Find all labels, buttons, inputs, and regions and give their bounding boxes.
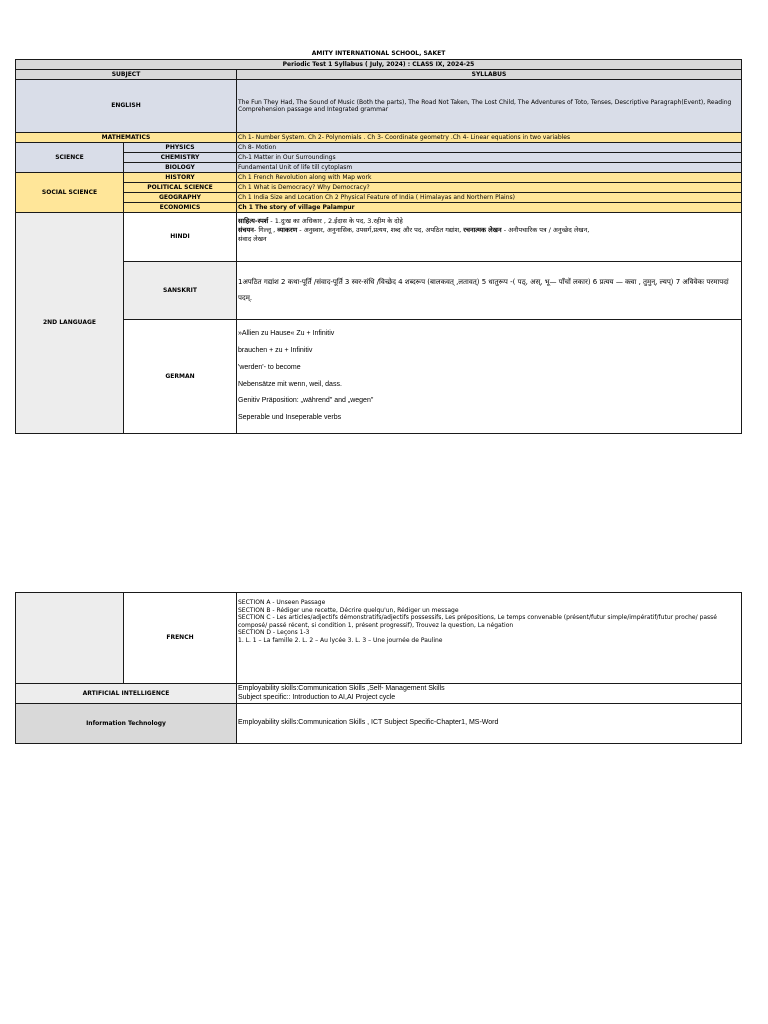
english-label: ENGLISH [16, 80, 237, 133]
hindi-samvad-text: संवाद लेखन [238, 234, 267, 243]
syllabus-table-top [15, 59, 742, 434]
hindi-vyakaran-text: - अनुस्वार, अनुनासिक, उपसर्ग,प्रत्यय, शब्द और पद, अपठित गद्यांश, [297, 225, 464, 234]
hindi-label: HINDI [124, 213, 237, 262]
hindi-rachnatmak-label: रचनात्मक लेखन [463, 225, 502, 234]
french-syllabus [237, 593, 742, 684]
mathematics-syllabus: Ch 1- Number System. Ch 2- Polynomials . Ch 3- Coordinate geometry .Ch 4- Linear equations in two variables [237, 133, 742, 143]
hindi-rachnatmak-text: - अनौपचारिक पत्र / अनुच्छेद लेखन, [501, 225, 590, 234]
information-technology-label: Information Technology [16, 704, 237, 744]
social-science-label: SOCIAL SCIENCE [16, 173, 124, 213]
physics-syllabus: Ch 8- Motion [237, 143, 742, 153]
german-line: Seperable und Inseperable verbs [238, 414, 342, 421]
second-language-continued [16, 593, 124, 684]
history-label: HISTORY [124, 173, 237, 183]
german-line: Nebensätze mit wenn, weil, dass. [238, 380, 342, 388]
syllabus-column-header: SYLLABUS [237, 70, 742, 80]
political-science-label: POLITICAL SCIENCE [124, 183, 237, 193]
chemistry-label: CHEMISTRY [124, 153, 237, 163]
ai-employability-text: Employability skills:Communication Skills ,Self- Management Skills [238, 684, 445, 692]
french-line: SECTION A - Unseen Passage [238, 599, 326, 606]
german-line: Genitiv Präposition: „während" and „wegen" [238, 397, 374, 405]
economics-label: ECONOMICS [124, 203, 237, 213]
hindi-sahitya-label: साहित्य-स्पर्श [238, 217, 269, 225]
physics-label: PHYSICS [124, 143, 237, 153]
information-technology-syllabus: Employability skills:Communication Skills , ICT Subject Specific-Chapter1, MS-Word [237, 704, 742, 744]
sanskrit-label: SANSKRIT [124, 262, 237, 320]
french-label: FRENCH [124, 593, 237, 684]
geography-syllabus: Ch 1 India Size and Location Ch 2 Physical Feature of India ( Himalayas and Northern Plains) [237, 193, 742, 203]
french-line: SECTION C - Les articles/adjectifs démonstratifs/adjectifs possessifs, Les prépositions, Le temps convenable (présent/futur simple/impératif/futur proche/ passé composé/ passé récent, si condition 1, présent progressif), Trouvez la question, La négation [238, 614, 717, 629]
german-label: GERMAN [124, 320, 237, 434]
french-line: SECTION D - Leçons 1-3 [238, 629, 310, 636]
german-line: 'werden'- to become [238, 363, 301, 371]
hindi-vyakaran-label: व्याकरण [277, 225, 298, 234]
french-line: 1. L. 1 – La famille 2. L. 2 – Au lycée 3. L. 3 – Une journée de Pauline [238, 636, 443, 644]
german-line: brauchen + zu + Infinitiv [238, 347, 313, 354]
german-line: »Allien zu Hause« Zu + Infinitiv [238, 330, 335, 338]
science-label: SCIENCE [16, 143, 124, 173]
hindi-sanchayan-label: संचयन [238, 225, 254, 234]
political-science-syllabus: Ch 1 What is Democracy? Why Democracy? [237, 183, 742, 193]
syllabus-table-bottom [15, 592, 742, 744]
chemistry-syllabus: Ch-1 Matter in Our Surroundings [237, 153, 742, 163]
biology-syllabus: Fundamental Unit of life till cytoplasm [237, 163, 742, 173]
english-syllabus: The Fun They Had, The Sound of Music (Both the parts), The Road Not Taken, The Lost Child, The Adventures of Toto, Tenses, Descriptive Paragraph(Event), Reading Comprehension passage and Integrated grammar [237, 80, 742, 133]
subject-column-header: SUBJECT [16, 70, 237, 80]
artificial-intelligence-label: ARTIFICIAL INTELLIGENCE [16, 684, 237, 704]
biology-label: BIOLOGY [124, 163, 237, 173]
hindi-sahitya-text: - 1.दुःख का अधिकार , 2.ईदास के पद, 3.रहीम के दोहे [268, 217, 403, 225]
german-syllabus [237, 320, 742, 434]
history-syllabus: Ch 1 French Revolution along with Map work [237, 173, 742, 183]
artificial-intelligence-syllabus [237, 684, 742, 704]
geography-label: GEOGRAPHY [124, 193, 237, 203]
mathematics-label: MATHEMATICS [16, 133, 237, 143]
sanskrit-syllabus: 1अपठित गद्यांश 2 कथा-पूर्ति /संवाद-पूर्ति 3 स्वर-संधि /विच्छेद 4 शब्दरूप (बालकवत् ,लतावत्) 5 धातुरूप -( पठ्, अस्, भू— पाँचों लकार) 6 प्रत्यय — क्त्वा , तुमुन्, ल्यप्) 7 अविवेकः परमापदां पदम्. [237, 262, 742, 320]
syllabus-subtitle: Periodic Test 1 Syllabus ( July, 2024) : CLASS IX, 2024-25 [16, 60, 742, 70]
school-title: AMITY INTERNATIONAL SCHOOL, SAKET [311, 50, 446, 57]
ai-subject-text: Subject specific:: Introduction to AI,AI Project cycle [238, 693, 396, 701]
second-language-label: 2ND LANGUAGE [16, 213, 124, 434]
economics-syllabus: Ch 1 The story of village Palampur [237, 203, 742, 213]
french-line: SECTION B - Rédiger une recette, Décrire quelqu'un, Rédiger un message [238, 606, 459, 614]
hindi-syllabus [237, 213, 742, 262]
hindi-sanchayan-text: - गिल्लू , [253, 225, 278, 234]
